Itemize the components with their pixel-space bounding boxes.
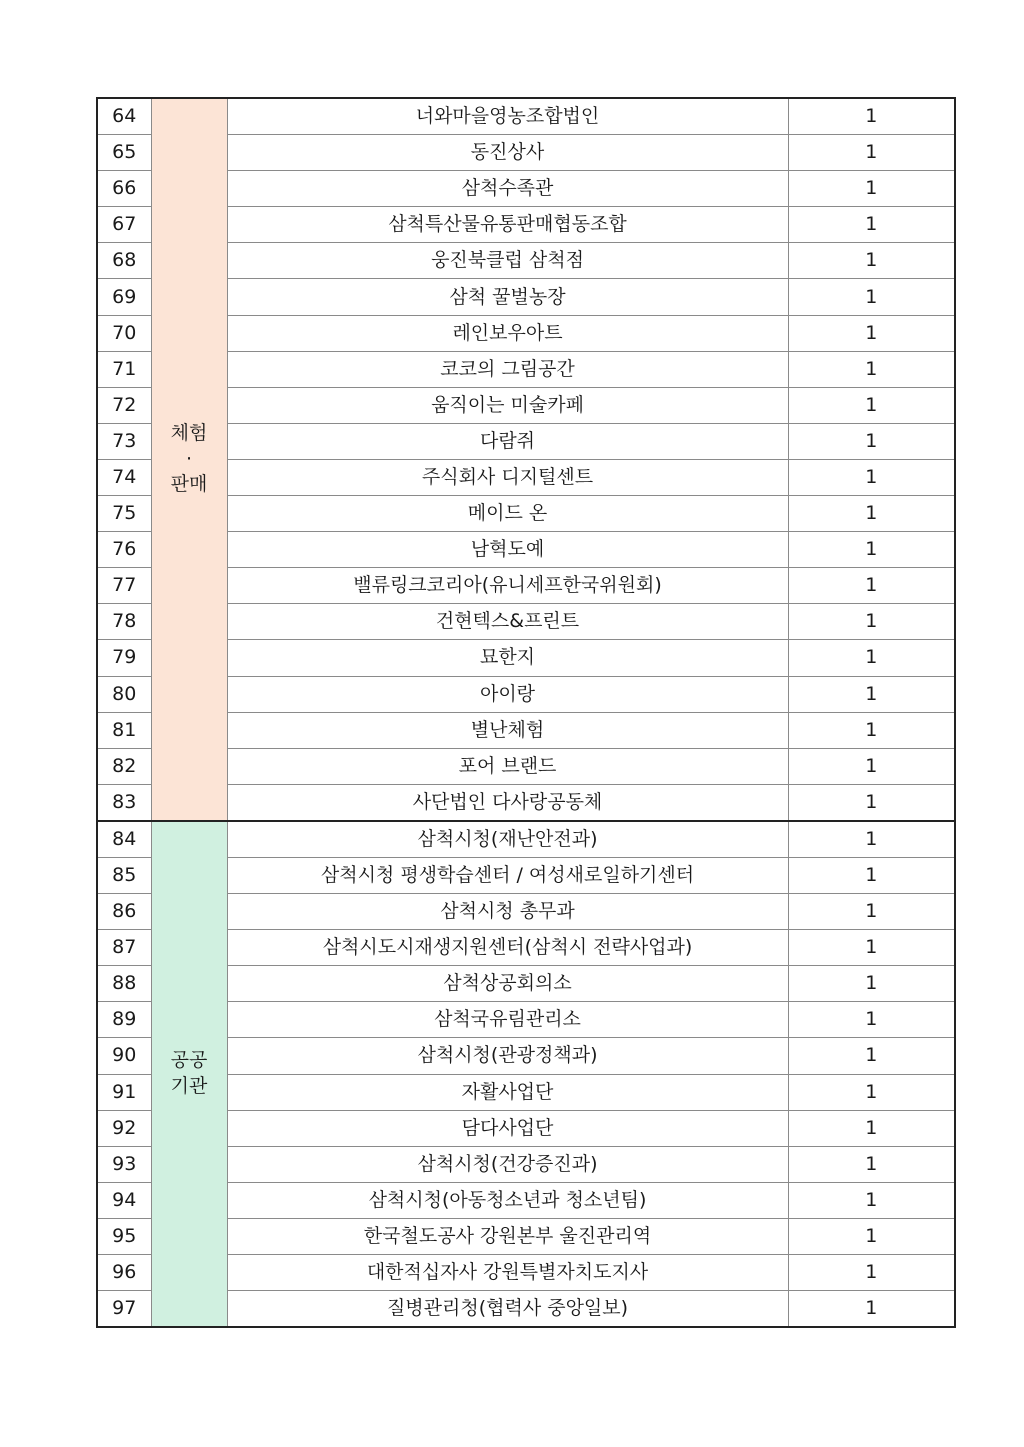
- category-cell: [151, 821, 227, 1327]
- row-number-cell: 83: [97, 784, 151, 821]
- count-cell: 1: [788, 315, 955, 351]
- row-number-cell: 88: [97, 966, 151, 1002]
- row-number-cell: 81: [97, 712, 151, 748]
- count-cell: 1: [788, 857, 955, 893]
- organization-name-cell: 삼척시청(건강증진과): [227, 1146, 788, 1182]
- row-number-cell: 68: [97, 243, 151, 279]
- category-label-line: 공공: [170, 1049, 208, 1072]
- row-number-cell: 97: [97, 1291, 151, 1328]
- row-number-cell: 89: [97, 1002, 151, 1038]
- count-cell: 1: [788, 604, 955, 640]
- row-number-cell: 77: [97, 568, 151, 604]
- row-number-cell: 69: [97, 279, 151, 315]
- organization-name-cell: 건현텍스&프린트: [227, 604, 788, 640]
- row-number-cell: 66: [97, 171, 151, 207]
- row-number-cell: 93: [97, 1146, 151, 1182]
- count-cell: 1: [788, 784, 955, 821]
- row-number-cell: 82: [97, 748, 151, 784]
- organization-name-cell: 레인보우아트: [227, 315, 788, 351]
- organization-name-cell: 자활사업단: [227, 1074, 788, 1110]
- count-cell: 1: [788, 821, 955, 858]
- organization-name-cell: 사단법인 다사랑공동체: [227, 784, 788, 821]
- organization-name-cell: 주식회사 디지털센트: [227, 459, 788, 495]
- count-cell: 1: [788, 966, 955, 1002]
- row-number-cell: 84: [97, 821, 151, 858]
- organization-name-cell: 포어 브랜드: [227, 748, 788, 784]
- organization-table: [96, 97, 956, 1328]
- organization-name-cell: 동진상사: [227, 135, 788, 171]
- organization-name-cell: 삼척시청(관광정책과): [227, 1038, 788, 1074]
- organization-name-cell: 삼척시청(재난안전과): [227, 821, 788, 858]
- row-number-cell: 80: [97, 676, 151, 712]
- organization-name-cell: 웅진북클럽 삼척점: [227, 243, 788, 279]
- count-cell: 1: [788, 676, 955, 712]
- organization-name-cell: 삼척 꿀벌농장: [227, 279, 788, 315]
- row-number-cell: 70: [97, 315, 151, 351]
- organization-name-cell: 삼척특산물유통판매협동조합: [227, 207, 788, 243]
- row-number-cell: 96: [97, 1255, 151, 1291]
- row-number-cell: 85: [97, 857, 151, 893]
- row-number-cell: 64: [97, 98, 151, 135]
- organization-name-cell: 삼척시청 평생학습센터 / 여성새로일하기센터: [227, 857, 788, 893]
- row-number-cell: 92: [97, 1110, 151, 1146]
- count-cell: 1: [788, 1146, 955, 1182]
- organization-name-cell: 삼척국유림관리소: [227, 1002, 788, 1038]
- count-cell: 1: [788, 423, 955, 459]
- count-cell: 1: [788, 1291, 955, 1328]
- count-cell: 1: [788, 1255, 955, 1291]
- count-cell: 1: [788, 387, 955, 423]
- count-cell: 1: [788, 1182, 955, 1218]
- organization-name-cell: 코코의 그림공간: [227, 351, 788, 387]
- organization-name-cell: 다람쥐: [227, 423, 788, 459]
- organization-name-cell: 남혁도예: [227, 532, 788, 568]
- category-label-line: ·: [185, 447, 193, 470]
- row-number-cell: 73: [97, 423, 151, 459]
- organization-name-cell: 삼척상공회의소: [227, 966, 788, 1002]
- organization-name-cell: 한국철도공사 강원본부 울진관리역: [227, 1218, 788, 1254]
- organization-name-cell: 아이랑: [227, 676, 788, 712]
- row-number-cell: 75: [97, 496, 151, 532]
- row-number-cell: 91: [97, 1074, 151, 1110]
- category-label-line: 기관: [170, 1075, 208, 1098]
- row-number-cell: 87: [97, 930, 151, 966]
- count-cell: 1: [788, 98, 955, 135]
- row-number-cell: 95: [97, 1218, 151, 1254]
- count-cell: 1: [788, 1110, 955, 1146]
- count-cell: 1: [788, 459, 955, 495]
- count-cell: 1: [788, 712, 955, 748]
- organization-name-cell: 삼척수족관: [227, 171, 788, 207]
- count-cell: 1: [788, 171, 955, 207]
- count-cell: 1: [788, 351, 955, 387]
- count-cell: 1: [788, 135, 955, 171]
- row-number-cell: 74: [97, 459, 151, 495]
- row-number-cell: 67: [97, 207, 151, 243]
- table-body: [97, 98, 955, 1327]
- count-cell: 1: [788, 748, 955, 784]
- organization-name-cell: 대한적십자사 강원특별자치도지사: [227, 1255, 788, 1291]
- count-cell: 1: [788, 207, 955, 243]
- count-cell: 1: [788, 894, 955, 930]
- count-cell: 1: [788, 1038, 955, 1074]
- organization-name-cell: 삼척시도시재생지원센터(삼척시 전략사업과): [227, 930, 788, 966]
- category-label-line: 체험: [170, 421, 208, 444]
- organization-name-cell: 너와마을영농조합법인: [227, 98, 788, 135]
- organization-name-cell: 별난체험: [227, 712, 788, 748]
- table-row: [97, 98, 955, 135]
- row-number-cell: 76: [97, 532, 151, 568]
- organization-name-cell: 삼척시청(아동청소년과 청소년팀): [227, 1182, 788, 1218]
- organization-name-cell: 묘한지: [227, 640, 788, 676]
- organization-name-cell: 질병관리청(협력사 중앙일보): [227, 1291, 788, 1328]
- count-cell: 1: [788, 243, 955, 279]
- count-cell: 1: [788, 1074, 955, 1110]
- table-row: [97, 821, 955, 858]
- count-cell: 1: [788, 1002, 955, 1038]
- count-cell: 1: [788, 1218, 955, 1254]
- count-cell: 1: [788, 930, 955, 966]
- row-number-cell: 94: [97, 1182, 151, 1218]
- row-number-cell: 72: [97, 387, 151, 423]
- category-cell: [151, 98, 227, 821]
- row-number-cell: 71: [97, 351, 151, 387]
- organization-name-cell: 밸류링크코리아(유니세프한국위원회): [227, 568, 788, 604]
- organization-name-cell: 움직이는 미술카페: [227, 387, 788, 423]
- row-number-cell: 79: [97, 640, 151, 676]
- organization-name-cell: 삼척시청 총무과: [227, 894, 788, 930]
- count-cell: 1: [788, 532, 955, 568]
- count-cell: 1: [788, 496, 955, 532]
- count-cell: 1: [788, 279, 955, 315]
- category-label-line: 판매: [170, 473, 208, 496]
- row-number-cell: 78: [97, 604, 151, 640]
- organization-name-cell: 담다사업단: [227, 1110, 788, 1146]
- count-cell: 1: [788, 640, 955, 676]
- count-cell: 1: [788, 568, 955, 604]
- row-number-cell: 90: [97, 1038, 151, 1074]
- row-number-cell: 86: [97, 894, 151, 930]
- organization-name-cell: 메이드 온: [227, 496, 788, 532]
- row-number-cell: 65: [97, 135, 151, 171]
